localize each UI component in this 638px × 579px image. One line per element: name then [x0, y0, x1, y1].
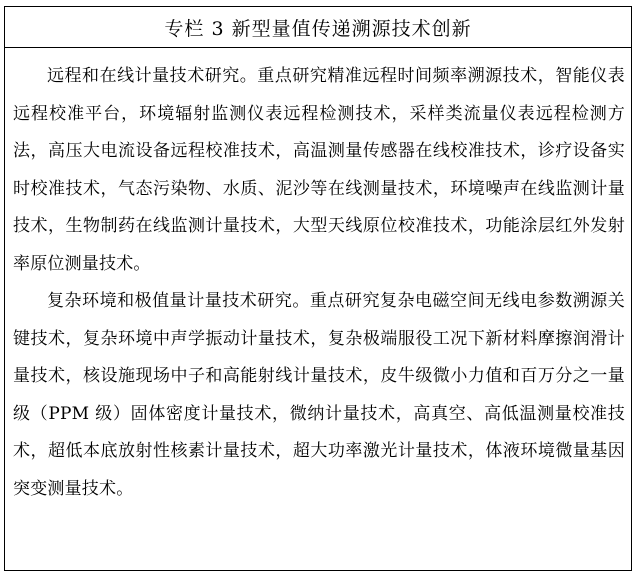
paragraph-extreme-environment-metrology: 复杂环境和极值量计量技术研究。重点研究复杂电磁空间无线电参数溯源关键技术，复杂环境中声学振动计量技术，复杂极端服役工况下新材料摩擦润滑计量技术，核设施现场中子和高能射线计量技术，皮牛级微小力值和百万分之一量级（PPM 级）固体密度计量技术，微纳计量技术，高真空、高低温测量校准技术，超低本底放射性核素计量技术，超大功率激光计量技术，体液环境微量基因突变测量技术。 — [13, 291, 625, 499]
column-box — [4, 6, 632, 571]
column-content — [5, 48, 631, 508]
paragraph-remote-online-metrology: 远程和在线计量技术研究。重点研究精准远程时间频率溯源技术，智能仪表远程校准平台，环境辐射监测仪表远程检测技术，采样类流量仪表远程检测方法，高压大电流设备远程校准技术，高温测量传感器在线校准技术，诊疗设备实时校准技术，气态污染物、水质、泥沙等在线测量技术，环境噪声在线监测计量技术，生物制药在线监测计量技术，大型天线原位校准技术，功能涂层红外发射率原位测量技术。 — [13, 66, 625, 274]
column-title: 专栏 3 新型量值传递溯源技术创新 — [5, 7, 631, 48]
